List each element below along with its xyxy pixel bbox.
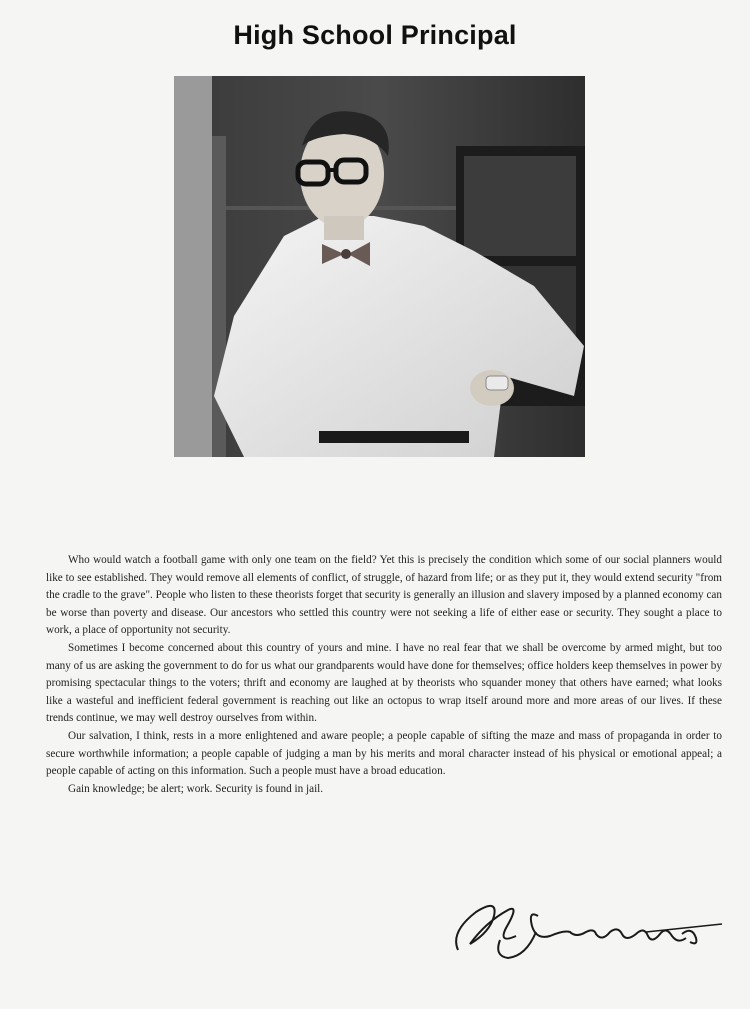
paragraph: Gain knowledge; be alert; work. Security is found in jail. [68, 782, 324, 795]
handwritten-signature [446, 892, 726, 972]
signature-mark [446, 892, 726, 972]
portrait-illustration [174, 76, 585, 457]
page-title: High School Principal [233, 20, 517, 50]
paragraph: Our salvation, I think, rests in a more enlightened and aware people; a people capable of sifting the maze and mass of propaganda in order to secure worthwhile information; a people capable of judging a man by his merits and moral character instead of his physical or emotional appeal; a people capable of acting on this information. Such a people must have a broad education. [46, 729, 722, 778]
paragraph: Sometimes I become concerned about this country of yours and mine. I have no real fear that we shall be overcome by armed might, but too many of us are asking the government to do for us what our grandparents would have done for themselves; office holders keep themselves in power by promising spectacular things to the voters; thrift and economy are laughed at by theorists who squander money that others have earned; what looks like a wasteful and inefficient federal government is reaching out like an octopus to wrap itself around more and more areas of our lives. If these trends continue, we may well destroy ourselves from within. [46, 641, 722, 725]
paragraph: Who would watch a football game with only one team on the field? Yet this is precisely the condition which some of our social planners would like to see established. They would remove all elements of conflict, of struggle, of hazard from life; or as they put it, they would extend security "from the cradle to the grave". People who listen to these theorists forget that security is generally an illusion and slavery imposed by a planned economy can be worse than poverty and disease. Our ancestors who settled this country were not seeking a life of either ease or security. They sought a place to work, a place of opportunity not security. [46, 554, 722, 637]
principal-message [46, 552, 722, 798]
principal-photo [174, 76, 585, 457]
